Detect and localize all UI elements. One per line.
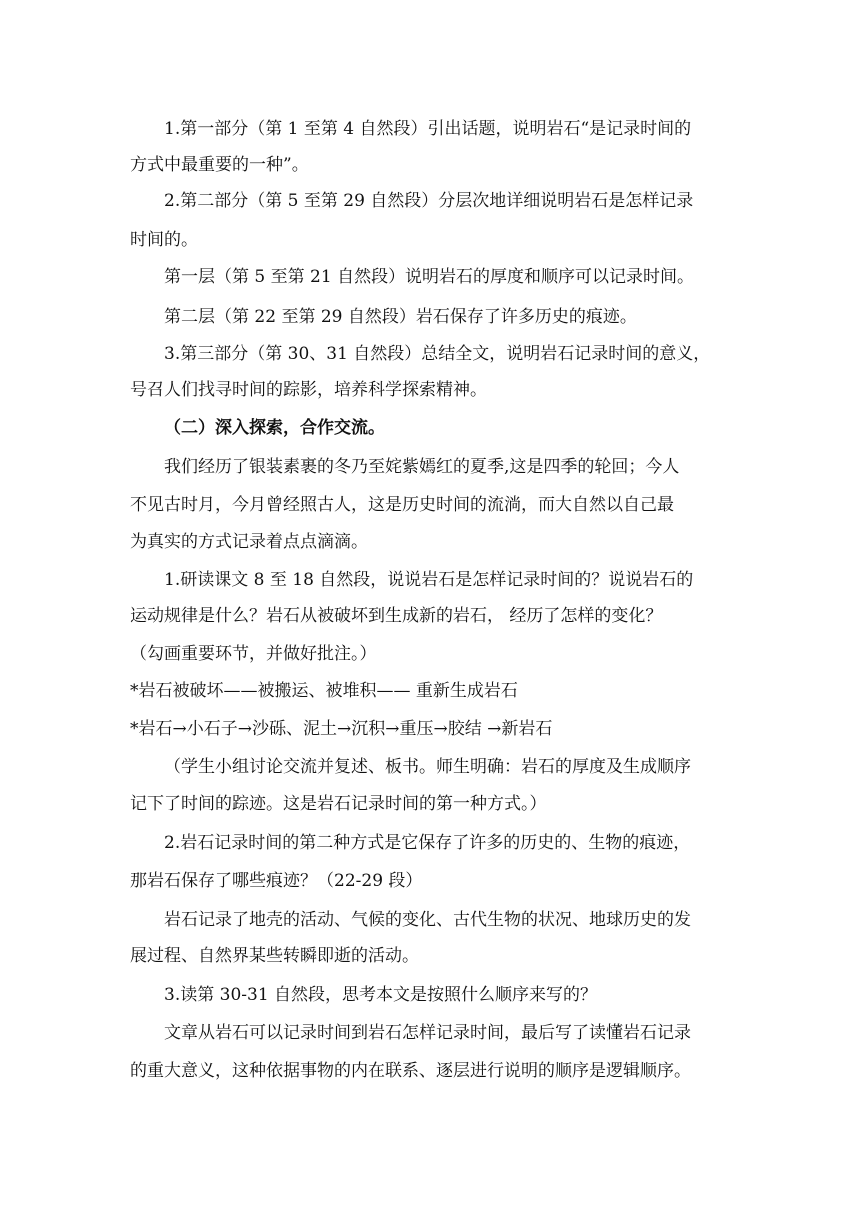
flow-line-1: *岩石被破坏——被搬运、被堆积—— 重新生成岩石 bbox=[130, 681, 518, 701]
paragraph-line: （学生小组讨论交流并复述、板书。师生明确：岩石的厚度及生成顺序 bbox=[164, 757, 691, 777]
paragraph-line: 的重大意义，这种依据事物的内在联系、逐层进行说明的顺序是逻辑顺序。 bbox=[130, 1061, 691, 1081]
flow-line-2: *岩石→小石子→沙砾、泥土→沉积→重压→胶结 →新岩石 bbox=[130, 719, 553, 739]
paragraph-line: 第二层（第 22 至第 29 自然段）岩石保存了许多历史的痕迹。 bbox=[164, 307, 637, 327]
paragraph-line: 不见古时月，今月曾经照古人，这是历史时间的流淌，而大自然以自己最 bbox=[130, 495, 674, 515]
paragraph-line: 展过程、自然界某些转瞬即逝的活动。 bbox=[130, 946, 419, 966]
paragraph-line: 我们经历了银装素裹的冬乃至姹紫嫣红的夏季,这是四季的轮回；今人 bbox=[164, 457, 680, 477]
paragraph-line: 2.第二部分（第 5 至第 29 自然段）分层次地详细说明岩石是怎样记录 bbox=[164, 191, 694, 211]
paragraph-line: 1.研读课文 8 至 18 自然段，说说岩石是怎样记录时间的？说说岩石的 bbox=[164, 570, 694, 590]
paragraph-line: （勾画重要环节，并做好批注。） bbox=[130, 644, 377, 664]
paragraph-line: 记下了时间的踪迹。这是岩石记录时间的第一种方式。） bbox=[130, 794, 547, 814]
paragraph-line: 那岩石保存了哪些痕迹？（22-29 段） bbox=[130, 871, 423, 891]
paragraph-line: 号召人们找寻时间的踪影，培养科学探索精神。 bbox=[130, 380, 487, 400]
paragraph-line: 1.第一部分（第 1 至第 4 自然段）引出话题，说明岩石“是记录时间的 bbox=[164, 119, 692, 139]
paragraph-line: 3.第三部分（第 30、31 自然段）总结全文，说明岩石记录时间的意义， bbox=[164, 344, 711, 364]
paragraph-line: 岩石记录了地壳的活动、气候的变化、古代生物的状况、地球历史的发 bbox=[164, 910, 691, 930]
paragraph-line: 时间的。 bbox=[130, 230, 198, 250]
paragraph-line: 文章从岩石可以记录时间到岩石怎样记录时间，最后写了读懂岩石记录 bbox=[164, 1023, 691, 1043]
paragraph-line: 2.岩石记录时间的第二种方式是它保存了许多的历史的、生物的痕迹， bbox=[164, 833, 691, 853]
section-heading: （二）深入探索，合作交流。 bbox=[164, 418, 385, 438]
paragraph-line: 运动规律是什么？岩石从被破坏到生成新的岩石， 经历了怎样的变化？ bbox=[130, 606, 663, 626]
paragraph-line: 为真实的方式记录着点点滴滴。 bbox=[130, 532, 368, 552]
paragraph-line: 3.读第 30-31 自然段，思考本文是按照什么顺序来写的？ bbox=[164, 985, 598, 1005]
paragraph-line: 方式中最重要的一种”。 bbox=[130, 155, 309, 175]
paragraph-line: 第一层（第 5 至第 21 自然段）说明岩石的厚度和顺序可以记录时间。 bbox=[164, 267, 695, 287]
